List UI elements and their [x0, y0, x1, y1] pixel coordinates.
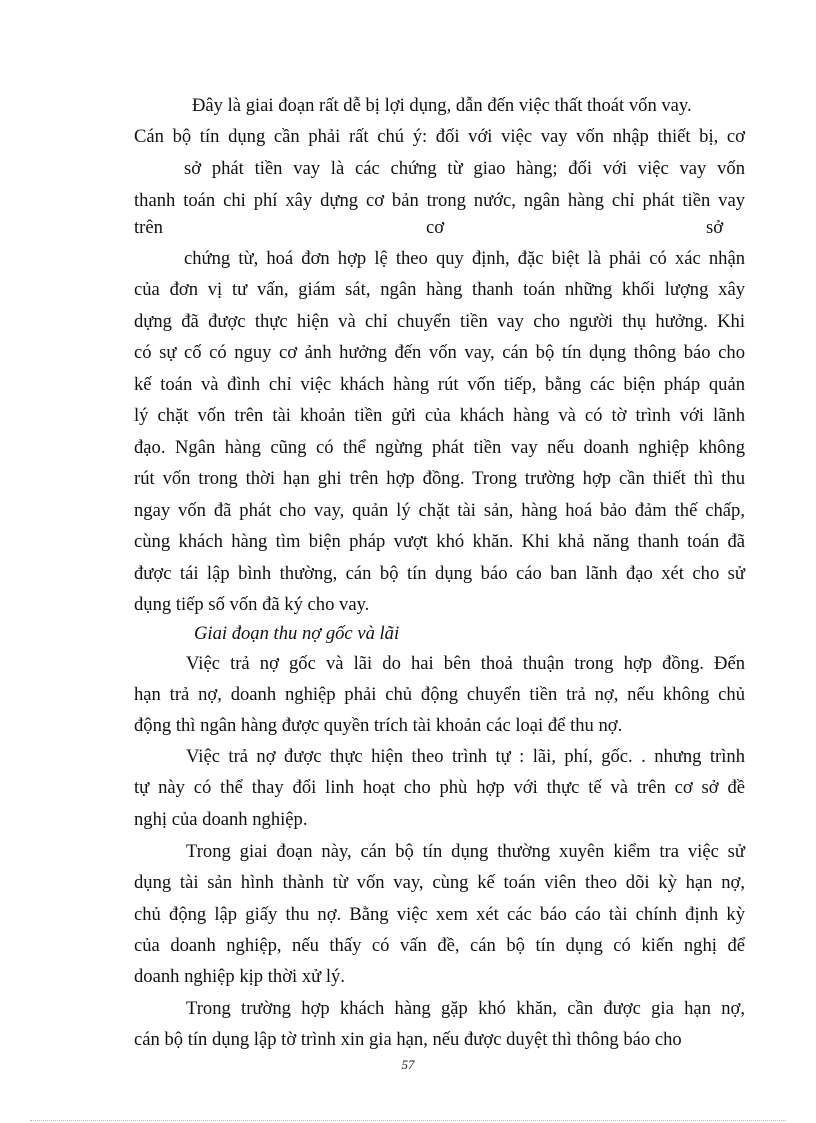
text-line: dụng tài sản hình thành từ vốn vay, cùng kế toán viên theo dõi kỳ hạn nợ, [134, 872, 745, 893]
text-line: hạn trả nợ, doanh nghiệp phải chủ động chuyển tiền trả nợ, nếu không chủ [134, 684, 745, 705]
text-line: thanh toán chi phí xây dựng cơ bản trong nước, ngân hàng chỉ phát tiền vay [134, 190, 745, 211]
text-line: ngay vốn đã phát cho vay, quản lý chặt tài sản, hàng hoá bảo đảm thế chấp, [134, 500, 745, 521]
text-line: doanh nghiệp kịp thời xử lý. [134, 966, 345, 987]
page-bottom-divider [30, 1120, 786, 1121]
text-line: của doanh nghiệp, nếu thấy có vấn đề, cán bộ tín dụng có kiến nghị để [134, 935, 745, 956]
text-line: nghị của doanh nghiệp. [134, 809, 308, 830]
text-line: có sự cố có nguy cơ ảnh hưởng đến vốn vay, cán bộ tín dụng thông báo cho [134, 342, 745, 363]
text-line: của đơn vị tư vấn, giám sát, ngân hàng thanh toán những khối lượng xây [134, 279, 745, 300]
text-line: động thì ngân hàng được quyền trích tài khoản các loại để thu nợ. [134, 715, 623, 736]
text-word: sở [706, 217, 724, 238]
text-line: cán bộ tín dụng lập tờ trình xin gia hạn, nếu được duyệt thì thông báo cho [134, 1029, 682, 1050]
text-line: kế toán và đình chỉ việc khách hàng rút vốn tiếp, bằng các biện pháp quản [134, 374, 745, 395]
text-line: Cán bộ tín dụng cần phải rất chú ý: đối với việc vay vốn nhập thiết bị, cơ [134, 126, 745, 147]
text-line: Việc trả nợ được thực hiện theo trình tự : lãi, phí, gốc. . nhưng trình [186, 746, 745, 767]
text-line: Trong trường hợp khách hàng gặp khó khăn, cần được gia hạn nợ, [186, 998, 745, 1019]
text-line: Trong giai đoạn này, cán bộ tín dụng thường xuyên kiểm tra việc sử [186, 841, 745, 862]
text-line: chứng từ, hoá đơn hợp lệ theo quy định, đặc biệt là phải có xác nhận [184, 248, 745, 269]
text-word: trên [134, 217, 163, 238]
text-line: dụng tiếp số vốn đã ký cho vay. [134, 594, 370, 615]
text-line: Việc trả nợ gốc và lãi do hai bên thoả thuận trong hợp đồng. Đến [186, 653, 745, 674]
text-line: được tái lập bình thường, cán bộ tín dụng báo cáo ban lãnh đạo xét cho sử [134, 563, 745, 584]
text-line: đạo. Ngân hàng cũng có thể ngừng phát tiền vay nếu doanh nghiệp không [134, 437, 745, 458]
page-number: 57 [401, 1057, 415, 1072]
text-line: lý chặt vốn trên tài khoản tiền gửi của khách hàng và có tờ trình với lãnh [134, 405, 745, 426]
text-line: cùng khách hàng tìm biện pháp vượt khó khăn. Khi khả năng thanh toán đã [134, 531, 745, 552]
text-line: tự này có thể thay đổi linh hoạt cho phù hợp với thực tế và trên cơ sở đề [134, 777, 745, 798]
text-line: sở phát tiền vay là các chứng từ giao hàng; đối với việc vay vốn [184, 158, 745, 179]
text-line: rút vốn trong thời hạn ghi trên hợp đồng. Trong trường hợp cần thiết thì thu [134, 468, 745, 489]
section-heading: Giai đoạn thu nợ gốc và lãi [194, 623, 400, 644]
text-line: chủ động lập giấy thu nợ. Bằng việc xem xét các báo cáo tài chính định kỳ [134, 904, 745, 925]
text-line: dựng đã được thực hiện và chỉ chuyển tiền vay cho người thụ hưởng. Khi [134, 311, 745, 332]
text-word: cơ [426, 217, 445, 238]
text-line: Đây là giai đoạn rất dễ bị lợi dụng, dẫn đến việc thất thoát vốn vay. [192, 95, 692, 116]
